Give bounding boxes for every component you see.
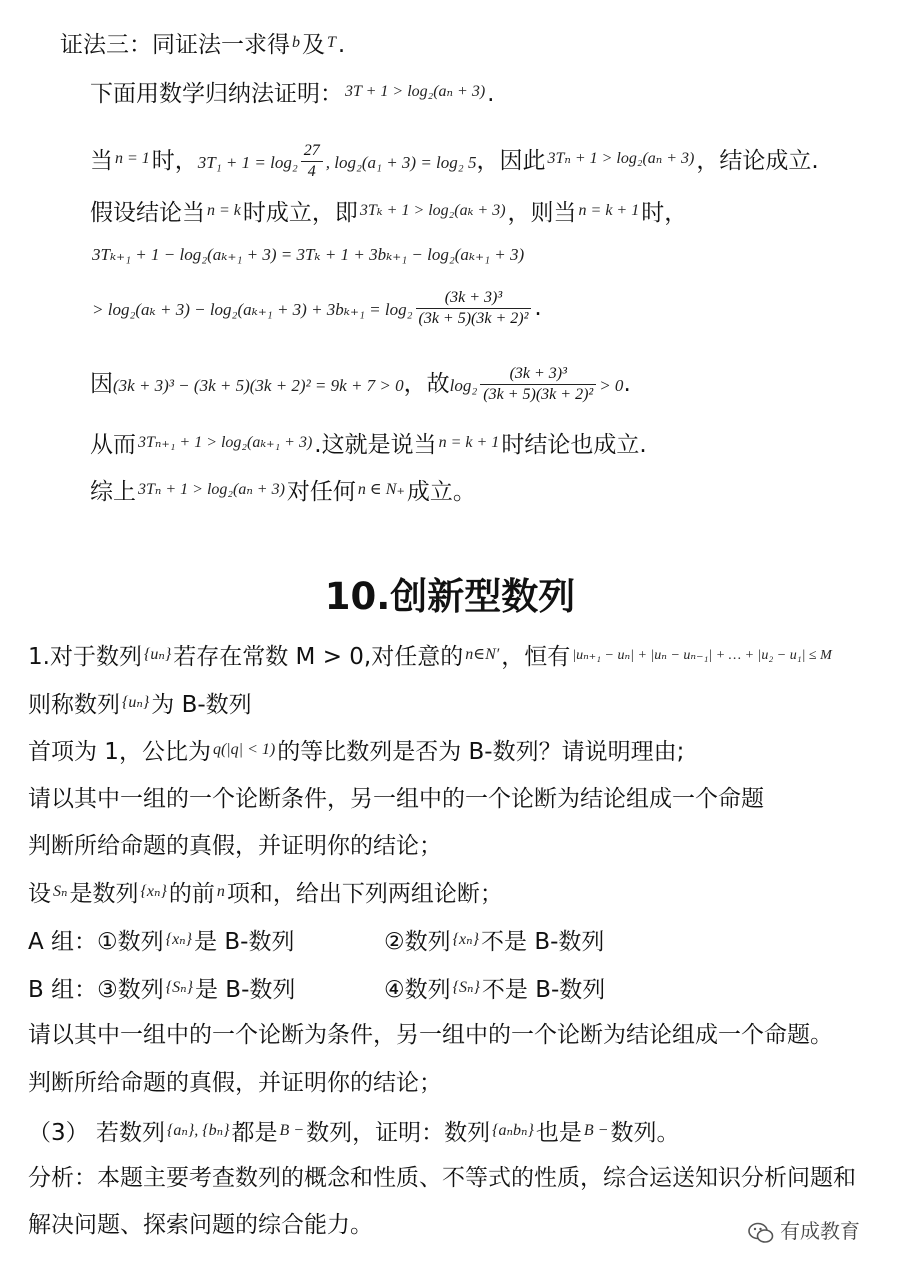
text: 是 B-数列 [194,929,295,955]
text: ④数列 [384,977,451,1003]
text: 若存在常数 M > 0,对任意的 [173,644,464,670]
text: 数列。 [610,1120,680,1146]
text: 成立。 [406,479,476,505]
fraction-denominator: 4 [307,163,316,180]
proof-line-5 [92,238,524,270]
text: . [623,371,631,397]
math-equation: (3k + 3)³ − (3k + 5)(3k + 2)² = 9k + 7 > 0 [113,376,404,395]
text: 不是 B-数列 [481,977,606,1003]
fraction [416,288,532,329]
text: 首项为 1，公比为 [28,739,211,765]
text: . [487,81,495,107]
problem-line-10: 判断所给命题的真假，并证明你的结论； [28,1070,442,1096]
text: 当 [90,148,113,174]
proof-line-3 [90,141,819,182]
problem-line-11 [28,1116,679,1148]
math-equation: > log₂(aₖ + 3) − log₂(aₖ₊₁ + 3) + 3bₖ₊₁ = log₂ [92,300,413,319]
text: 都是 [231,1120,278,1146]
text: . [534,295,542,321]
proof-line-6 [92,285,542,333]
math-sum-inequality: |uₙ₊₁ − uₙ| + |uₙ − uₙ₋₁| + … + |u₂ − u₁| ≤ M [572,648,832,663]
text: 数列，证明：数列 [306,1120,491,1146]
text: 则称数列 [28,692,120,718]
proof-line-1 [60,28,345,60]
text: 对任何 [286,479,356,505]
problem-line-12: 分析：本题主要考查数列的概念和性质、不等式的性质，综合运送知识分析问题和 [28,1165,856,1191]
math-n-eq-k1: n = k + 1 [438,434,500,451]
text: 不是 B-数列 [481,929,605,955]
text: ②数列 [384,929,451,955]
problem-line-3 [28,735,684,767]
fraction-denominator: (3k + 5)(3k + 2)² [483,386,594,403]
math-sequence-s: {Sₙ} [452,979,480,996]
text: ，结论成立. [696,148,819,174]
math-b: B − [279,1122,305,1139]
math-inequality: 3Tₙ + 1 > log₂(aₙ + 3) [547,150,695,167]
text: 时结论也成立. [501,432,647,458]
math-sequences-a-b: {aₙ}, {bₙ} [166,1122,230,1139]
math-inequality: 3T + 1 > log₂(aₙ + 3) [345,83,486,100]
proof-line-8 [90,428,647,460]
text: （3） 若数列 [28,1120,165,1146]
proof-line-4 [90,196,687,228]
text: 从而 [90,432,136,458]
math-ratio-q: q(|q| < 1) [212,741,276,758]
text: . [337,32,346,58]
text: ，则当 [507,200,577,226]
math-s-n: Sₙ [53,883,68,900]
math-n-in-n: n∈N′ [465,646,500,663]
text: B 组：③数列 [28,977,164,1003]
fraction-numerator: (3k + 3)³ [416,288,532,309]
proof-line-2 [90,77,494,109]
math-inequality: 3Tₖ + 1 > log₂(aₖ + 3) [359,202,506,219]
math-inequality: 3Tₙ₊₁ + 1 > log₂(aₖ₊₁ + 3) [138,434,313,451]
math-n-in-n: n ∈ N₊ [357,481,405,498]
text: 综上 [90,479,136,505]
text: .这就是说当 [314,432,437,458]
text: 为 B-数列 [151,692,252,718]
math-sequence-s: {Sₙ} [165,979,193,996]
fraction-numerator: (3k + 3)³ [480,364,596,385]
text: 1.对于数列 [28,644,142,670]
text: 因 [90,371,113,397]
text: 下面用数学归纳法证明： [90,81,343,107]
math-expr: , log₂(a₁ + 3) = log₂ 5 [325,153,477,172]
text: 项和，给出下列两组论断； [226,881,503,907]
math-inequality: 3Tₙ + 1 > log₂(aₙ + 3) [138,481,285,498]
problem-line-6 [28,877,503,909]
text: 也是 [535,1120,582,1146]
math-equation: 3Tₖ₊₁ + 1 − log₂(aₖ₊₁ + 3) = 3Tₖ + 1 + 3bₖ₊₁ − log₂(aₖ₊₁ + 3) [92,245,525,264]
math-sequence-u: {uₙ} [143,646,172,663]
problem-line-8-b [384,973,605,1005]
math-sequence-ab: {aₙbₙ} [492,1122,534,1139]
math-sequence-u: {uₙ} [122,694,150,711]
math-sequence-x: {xₙ} [452,931,480,948]
fraction-denominator: (3k + 5)(3k + 2)² [418,310,529,327]
text: ，因此 [476,148,546,174]
math-expr: 3T₁ + 1 = log₂ [197,153,298,172]
text: 是 B-数列 [195,977,296,1003]
section-heading: 10.创新型数列 [324,575,576,618]
text: 证法三：同证法一求得 [60,32,290,58]
problem-line-7-b [384,925,604,957]
problem-line-13: 解决问题、探索问题的综合能力。 [28,1212,373,1238]
text: 是数列 [69,881,139,907]
math-log: log₂ [449,376,478,395]
fraction [301,141,323,182]
watermark [748,1215,860,1244]
math-b: B − [583,1122,609,1139]
fraction-numerator: 27 [301,141,323,162]
math-sequence-x: {xₙ} [165,931,193,948]
text: ，故 [403,371,450,397]
text: A 组：①数列 [28,929,164,955]
math-n-eq-1: n = 1 [115,150,150,167]
text: 的等比数列是否为 B-数列？请说明理由; [277,739,685,765]
math-expr: > 0 [599,376,624,395]
text: 时， [641,200,688,226]
proof-line-7 [90,361,631,409]
problem-line-4: 请以其中一组的一个论断条件，另一组中的一个论断为结论组成一个命题 [28,786,764,812]
math-b: b [292,34,300,51]
math-t: T [327,34,336,51]
math-n: n [216,883,225,900]
text: ，恒有 [501,644,571,670]
problem-line-7-a [28,925,294,957]
text: 及 [302,32,325,58]
wechat-icon [748,1222,774,1244]
problem-line-1 [28,640,834,672]
text: 时成立，即 [242,200,358,226]
fraction [480,364,596,405]
text: 设 [28,881,51,907]
math-sequence-x: {xₙ} [140,883,167,900]
problem-line-5: 判断所给命题的真假，并证明你的结论； [28,833,442,859]
problem-line-9: 请以其中一组中的一个论断为条件，另一组中的一个论断为结论组成一个命题。 [28,1022,833,1048]
proof-line-9 [90,475,476,507]
problem-line-2 [28,688,252,720]
text: 假设结论当 [90,200,205,226]
watermark-text: 有成教育 [780,1219,860,1243]
math-n-eq-k1: n = k + 1 [578,202,640,219]
math-n-eq-k: n = k [207,202,241,219]
text: 的前 [168,881,215,907]
text: 时， [151,148,198,174]
problem-line-8-a [28,973,295,1005]
